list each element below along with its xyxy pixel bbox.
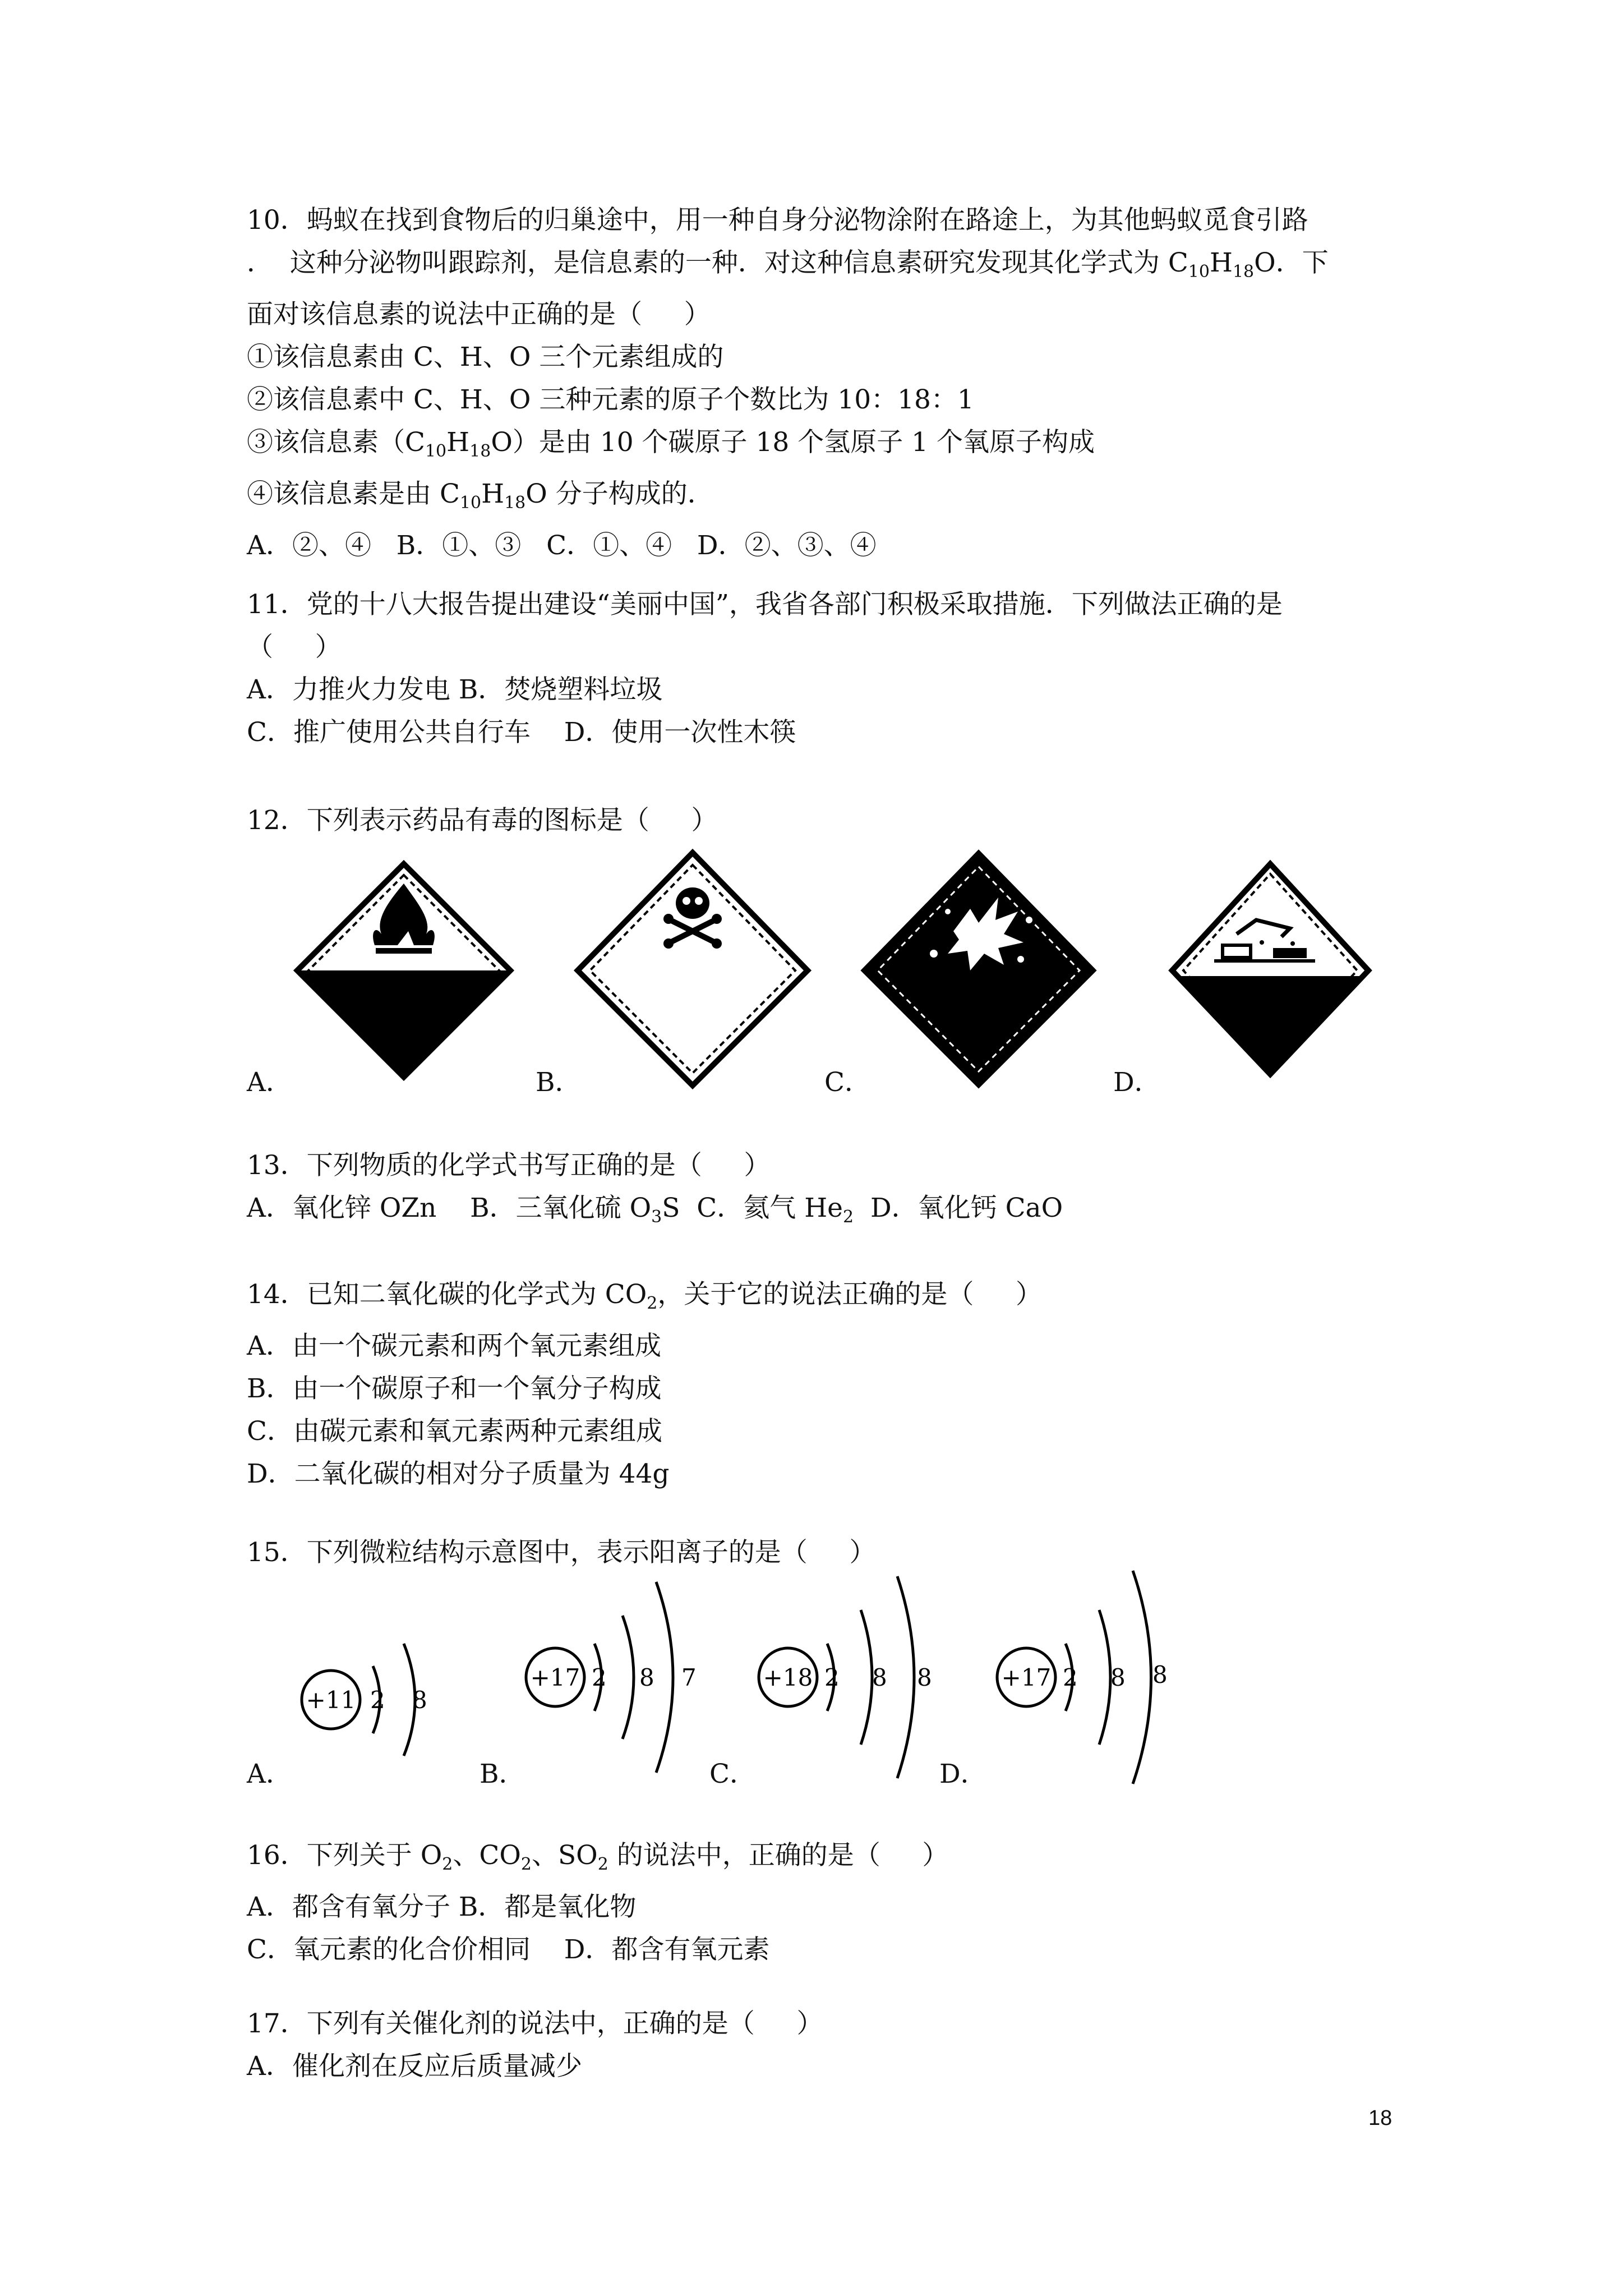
q15-label-b: B．	[479, 1759, 525, 1789]
q12-label-a: A．	[247, 1067, 292, 1098]
q14-option-a: A．由一个碳元素和两个氧元素组成	[247, 1331, 661, 1361]
shell-b-3: 7	[681, 1664, 697, 1691]
q15-label-c: C．	[709, 1759, 756, 1789]
atom-diagram-c	[759, 1576, 932, 1778]
q10-statement-4: ④该信息素是由 $C_{10}H_{18}O$ 分子构成的．	[247, 478, 714, 513]
q14-option-c: C．由碳元素和氧元素两种元素组成	[247, 1416, 662, 1447]
q13-options: A．氧化锌 OZn B．三氧化硫 $O_3S$ C．氦气 $He_2$ D．氧化钙 CaO	[247, 1193, 1063, 1227]
q13-stem: 13．下列物质的化学式书写正确的是（ ）	[247, 1150, 771, 1181]
q14-option-b: B．由一个碳原子和一个氧分子构成	[247, 1373, 662, 1404]
q11-options-ab: A．力推火力发电 B．焚烧塑料垃圾	[247, 674, 663, 705]
page-number: 18	[1368, 2106, 1393, 2130]
nucleus-b: +17	[530, 1664, 580, 1691]
q15-stem: 15．下列微粒结构示意图中，表示阳离子的是（ ）	[247, 1537, 876, 1568]
q12-stem: 12．下列表示药品有毒的图标是（ ）	[247, 805, 718, 836]
atom-diagram-a	[302, 1644, 427, 1756]
q11-line-2: （ ）	[247, 632, 342, 662]
q14-option-d: D．二氧化碳的相对分子质量为 44g	[247, 1458, 670, 1489]
q10-statement-3: ③该信息素$(C_{10}H_{18}O)$是由 10 个碳原子 18 个氢原子 1 个氧原子构成	[247, 427, 1095, 461]
q11-options-cd: C．推广使用公共自行车 D．使用一次性木筷	[247, 717, 796, 748]
nucleus-c: +18	[763, 1664, 813, 1691]
shell-b-1: 2	[592, 1664, 607, 1691]
q10-options: A．②、④ B．①、③ C．①、④ D．②、③、④	[247, 530, 877, 561]
q10-line-2: ． 这种分泌物叫跟踪剂，是信息素的一种．对这种信息素研究发现其化学式为 $C_{10}H_{18}O$．下	[247, 247, 1329, 282]
q14-stem: 14．已知二氧化碳的化学式为 $CO_2$，关于它的说法正确的是（ ）	[247, 1279, 1043, 1313]
q15-label-d: D．	[939, 1759, 987, 1789]
shell-a-1: 2	[370, 1686, 385, 1714]
q12-label-c: C．	[824, 1067, 871, 1098]
shell-d-2: 8	[1110, 1664, 1126, 1691]
q16-stem: 16．下列关于 $O_2$、$CO_2$、$SO_2$ 的说法中，正确的是（ ）	[247, 1840, 949, 1874]
q15-label-a: A．	[247, 1759, 292, 1789]
shell-b-2: 8	[639, 1664, 654, 1691]
shell-c-1: 2	[824, 1664, 840, 1691]
q16-options-cd: C．氧元素的化合价相同 D．都含有氧元素	[247, 1934, 770, 1965]
shell-d-3: 8	[1152, 1661, 1168, 1688]
q17-stem: 17．下列有关催化剂的说法中，正确的是（ ）	[247, 2008, 823, 2039]
q10-statement-2: ②该信息素中 C、H、O 三种元素的原子个数比为 10：18：1	[247, 384, 974, 415]
shell-c-2: 8	[872, 1664, 887, 1691]
q11-line-1: 11．党的十八大报告提出建设“美丽中国”，我省各部门积极采取措施．下列做法正确的是	[247, 589, 1283, 620]
q16-options-ab: A．都含有氧分子 B．都是氧化物	[247, 1892, 637, 1922]
atom-diagram-d	[997, 1571, 1168, 1784]
q10-line-1: 10．蚂蚁在找到食物后的归巢途中，用一种自身分泌物涂附在路途上，为其他蚂蚁觅食引路	[247, 205, 1308, 236]
shell-d-1: 2	[1063, 1664, 1078, 1691]
question-16	[247, 1834, 1391, 1971]
q10-line-3: 面对该信息素的说法中正确的是（ ）	[247, 299, 711, 330]
q10-statement-1: ①该信息素由 C、H、O 三个元素组成的	[247, 342, 724, 372]
q17-option-a: A．催化剂在反应后质量减少	[247, 2051, 582, 2082]
shell-a-2: 8	[412, 1686, 427, 1714]
shell-c-3: 8	[917, 1664, 932, 1691]
nucleus-d: +17	[1001, 1664, 1052, 1691]
atom-diagram-b	[526, 1582, 697, 1773]
q12-label-d: D．	[1113, 1067, 1161, 1098]
q12-label-b: B．	[536, 1067, 582, 1098]
nucleus-a: +11	[306, 1686, 356, 1714]
question-17	[247, 2003, 1391, 2088]
